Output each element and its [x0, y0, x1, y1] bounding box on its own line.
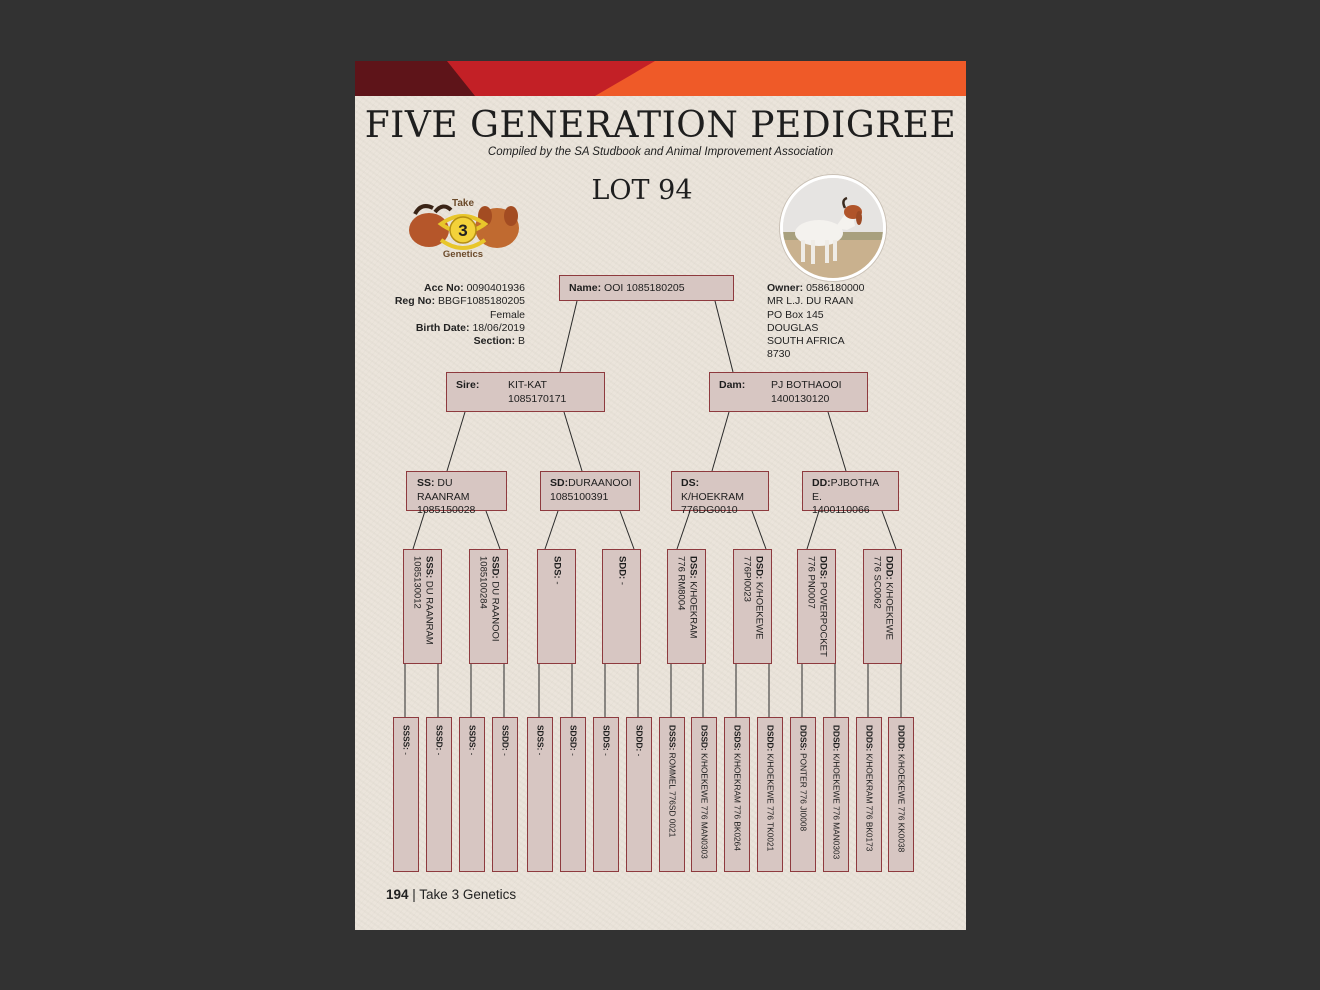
gen5-value: PONTER 776 JI0008 — [798, 750, 809, 832]
acc-number: 0090401936 — [466, 282, 525, 294]
owner-number: 0586180000 — [806, 282, 865, 294]
gen5-value: - — [535, 750, 546, 756]
section-value: B — [517, 335, 525, 348]
gen5-label: SSDS: — [467, 725, 478, 751]
page-title: FIVE GENERATION PEDIGREE — [364, 105, 957, 146]
logo-text-bottom: Genetics — [442, 249, 484, 260]
page-subtitle: Compiled by the SA Studbook and Animal Improvement Association — [487, 146, 834, 158]
gen3-label: DS: — [681, 477, 700, 489]
gen5-box-ssss — [393, 717, 419, 872]
gen3-name: DU RAANRAM — [417, 477, 470, 503]
gen5-value: - — [601, 750, 612, 756]
dam-box — [709, 372, 868, 412]
grandparent-box-sd — [540, 471, 640, 511]
gen4-box-ssd — [469, 549, 508, 664]
gen4-number: 776 RM8004 — [675, 556, 687, 611]
gen3-name: K/HOEKRAM — [681, 490, 745, 503]
gen3-label: DD: — [812, 477, 831, 489]
page-footer — [386, 887, 516, 902]
gen4-label: DDS: — [817, 556, 829, 580]
grandparent-box-ds — [671, 471, 769, 516]
acc-label: Acc No: — [423, 282, 464, 294]
owner-address-2: DOUGLAS — [767, 321, 819, 334]
gen5-box-ddss — [790, 717, 816, 872]
gen4-number: 1085130012 — [411, 556, 423, 609]
gen4-label: DDD: — [883, 556, 895, 580]
gen4-label: DSS: — [687, 556, 699, 579]
sire-box — [446, 372, 605, 412]
reg-label: Reg No: — [394, 295, 436, 308]
gen5-value: ROMMEL 776SD 0021 — [667, 750, 678, 838]
dam-label: Dam: — [719, 379, 746, 391]
sire-name: KIT-KAT — [508, 379, 547, 391]
gen5-value: K/HOEKEWE 776 MAN0303 — [831, 751, 842, 860]
gen5-label: SSSD: — [434, 725, 445, 751]
footer-text: Take 3 Genetics — [419, 887, 517, 902]
gen5-label: SSSS: — [401, 725, 412, 750]
gen3-label: SD: — [550, 477, 569, 489]
owner-address-3: SOUTH AFRICA — [767, 335, 845, 348]
gen5-value: - — [467, 750, 478, 756]
gen4-label: DSD: — [753, 556, 765, 580]
gen5-label: DSSD: — [699, 725, 710, 751]
gen5-box-dddd — [888, 717, 914, 872]
gen5-box-sddd — [626, 717, 652, 872]
gen4-name: K/HOEKRAM — [687, 578, 699, 639]
sire-number: 1085170171 — [508, 392, 567, 405]
gen4-label: SDS: — [551, 556, 563, 579]
grandparent-box-dd — [802, 471, 899, 516]
gen4-box-ddd — [863, 549, 902, 664]
owner-label: Owner: — [767, 282, 804, 294]
gen5-value: - — [434, 750, 445, 756]
logo-number: 3 — [458, 221, 468, 240]
gen3-number: 1085150028 — [417, 504, 476, 516]
gen5-label: DDSD: — [831, 725, 842, 752]
gen4-name: POWERPOCKET — [817, 579, 829, 657]
gen5-value: K/HOEKEWE 776 MAN0303 — [699, 750, 710, 859]
gen4-name: DU RAANOOI — [489, 578, 501, 642]
gen4-box-dds — [797, 549, 836, 664]
gen5-value: K/HOEKEWE 776 TK0021 — [765, 751, 776, 852]
gen4-box-sss — [403, 549, 442, 664]
owner-postcode: 8730 — [767, 348, 791, 361]
gen3-label: SS: — [417, 477, 435, 489]
birth-date: 18/06/2019 — [472, 321, 525, 334]
footer-separator: | — [408, 887, 420, 902]
gen5-box-dsss — [659, 717, 685, 872]
owner-name: MR L.J. DU RAAN — [767, 295, 854, 308]
gen5-box-ddsd — [823, 717, 849, 872]
owner-address-1: PO Box 145 — [767, 308, 824, 321]
gen5-label: SSDD: — [500, 725, 511, 751]
logo-text-top: Take — [451, 198, 475, 209]
gen4-label: SSD: — [489, 556, 501, 579]
gen4-name: - — [551, 578, 563, 585]
gen5-box-ssdd — [492, 717, 518, 872]
gen4-box-dsd — [733, 549, 772, 664]
gen5-label: DSDS: — [732, 725, 743, 751]
gen5-label: SDSS: — [535, 725, 546, 751]
gen4-name: K/HOEKEWE — [753, 579, 765, 640]
gen4-number: 776 SC0062 — [871, 556, 883, 609]
dam-number: 1400130120 — [771, 392, 830, 405]
gen3-name: PJBOTHA E. — [812, 477, 879, 503]
animal-sex: Female — [489, 308, 525, 321]
sire-label: Sire: — [456, 379, 480, 391]
gen5-box-sssd — [426, 717, 452, 872]
gen5-label: DDDS: — [864, 725, 875, 752]
name-label: Name: — [569, 282, 602, 294]
name-box — [559, 275, 734, 301]
gen5-box-ddds — [856, 717, 882, 872]
gen5-value: K/HOEKRAM 776 BK0173 — [864, 751, 875, 852]
gen4-name: - — [616, 579, 628, 586]
pedigree-page — [355, 61, 966, 930]
gen4-name: K/HOEKEWE — [883, 579, 895, 640]
dam-name: PJ BOTHAOOI — [771, 379, 842, 391]
gen3-number: 1085100391 — [550, 490, 609, 503]
grandparent-box-ss — [406, 471, 507, 516]
gen4-label: SSS: — [423, 556, 435, 579]
gen5-label: DDDD: — [896, 725, 907, 752]
gen5-box-sdds — [593, 717, 619, 872]
section-label: Section: — [473, 335, 516, 348]
gen5-box-dsds — [724, 717, 750, 872]
gen4-name: DU RAANRAM — [423, 578, 435, 645]
gen5-value: K/HOEKRAM 776 BK0264 — [732, 750, 743, 851]
gen5-value: K/HOEKEWE 776 KK0038 — [896, 751, 907, 853]
lot-number: LOT 94 — [591, 175, 693, 206]
gen4-box-dss — [667, 549, 706, 664]
gen5-label: DSDD: — [765, 725, 776, 752]
gen5-value: - — [634, 751, 645, 757]
gen5-value: - — [401, 749, 412, 755]
gen3-name: DURAANOOI — [568, 477, 632, 489]
gen5-box-dsdd — [757, 717, 783, 872]
gen5-value: - — [568, 750, 579, 756]
gen5-box-sdss — [527, 717, 553, 872]
gen5-box-dssd — [691, 717, 717, 872]
page-number: 194 — [386, 887, 409, 902]
gen5-label: DDSS: — [798, 725, 809, 751]
gen4-label: SDD: — [616, 556, 628, 580]
gen5-value: - — [500, 750, 511, 756]
gen5-box-ssds — [459, 717, 485, 872]
gen3-number: 776DG0010 — [681, 504, 738, 516]
gen3-number: 1400110066 — [812, 504, 870, 516]
gen4-box-sds — [537, 549, 576, 664]
gen5-label: SDDD: — [634, 725, 645, 752]
gen5-label: SDSD: — [568, 725, 579, 751]
gen4-box-sdd — [602, 549, 641, 664]
birth-label: Birth Date: — [415, 321, 470, 334]
animal-name: OOI 1085180205 — [604, 282, 685, 294]
gen5-label: DSSS: — [667, 725, 678, 751]
gen5-label: SDDS: — [601, 725, 612, 751]
gen4-number: 1085100284 — [477, 556, 489, 609]
reg-number: BBGF1085180205 — [438, 295, 525, 308]
gen4-number: 776 PN0007 — [805, 556, 817, 609]
gen5-box-sdsd — [560, 717, 586, 872]
gen4-number: 776PI0023 — [741, 556, 753, 602]
